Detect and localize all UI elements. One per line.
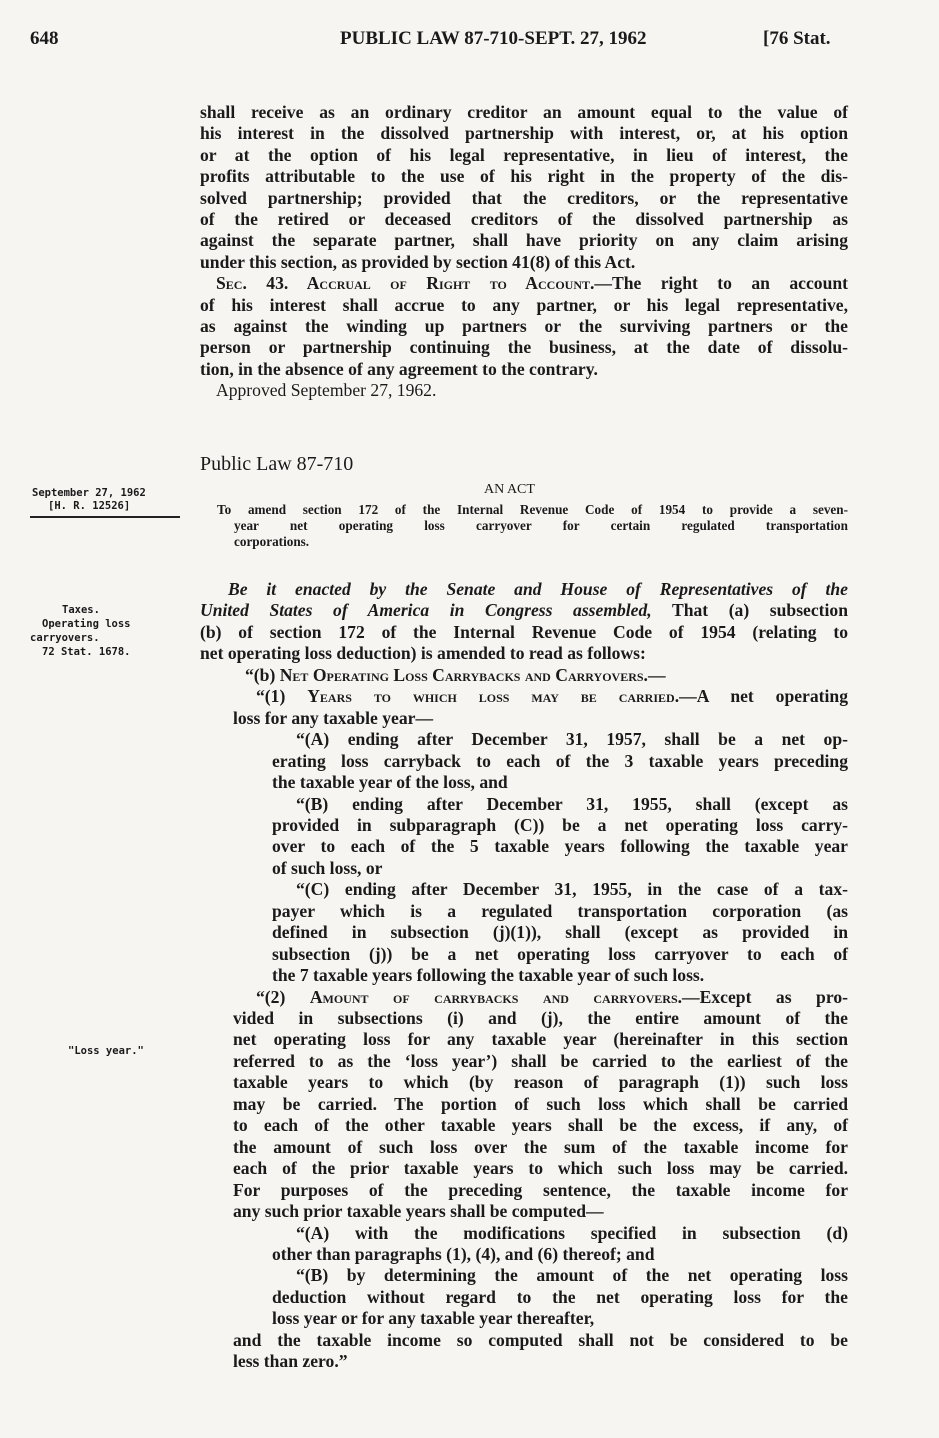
text-line <box>200 188 848 209</box>
margin-note-taxes: Taxes. <box>62 604 100 616</box>
text-line <box>296 729 848 750</box>
running-title: PUBLIC LAW 87-710-SEPT. 27, 1962 <box>340 28 647 49</box>
text-line <box>233 1158 848 1179</box>
text-line <box>216 380 848 401</box>
text-segment: under this section, as provided by section 41(8) of this Act. <box>200 251 636 272</box>
text-segment: vided in subsections (i) and (j), the entire amount of the <box>233 1008 848 1028</box>
text-line <box>233 1094 848 1115</box>
text-segment: tion, in the absence of any agreement to the contrary. <box>200 358 598 379</box>
margin-bill-number: [H. R. 12526] <box>48 500 131 512</box>
text-segment: “(2) <box>256 986 310 1007</box>
text-segment: against the separate partner, shall have priority on any claim arising <box>200 230 848 251</box>
text-line <box>272 836 848 857</box>
purpose-line: year net operating loss carryover for certain regulated transportation <box>234 518 848 533</box>
section-heading: Sec. 43. Accrual of Right to Account. <box>216 273 595 294</box>
purpose-line: To amend section 172 of the Internal Revenue Code of 1954 to provide a seven- <box>217 502 848 517</box>
margin-note-loss-year: "Loss year." <box>68 1045 144 1057</box>
text-segment: That (a) subsection <box>651 600 848 621</box>
text-line <box>272 1308 848 1329</box>
text-segment: —Except as pro- <box>682 986 848 1007</box>
text-line <box>200 622 848 643</box>
text-segment: loss for any taxable year— <box>233 707 434 728</box>
margin-note-carryovers: carryovers. <box>30 632 100 644</box>
section-heading: Amount of carrybacks and carryovers. <box>309 986 683 1007</box>
text-line <box>200 102 848 123</box>
text-line <box>200 145 848 166</box>
volume-ref: [76 Stat. <box>763 28 831 49</box>
text-segment: “(1) <box>256 686 308 707</box>
text-segment: the 7 taxable years following the taxable year of such loss. <box>272 965 705 986</box>
text-segment: to each of the other taxable years shall be the excess, if any, of <box>233 1115 848 1136</box>
text-segment: deduction without regard to the net operating loss for the <box>272 1286 848 1307</box>
text-line <box>233 1072 848 1093</box>
text-segment: as against the winding up partners or the surviving partners or the <box>200 316 848 336</box>
act-label: AN ACT <box>484 482 535 497</box>
text-segment: — <box>647 664 666 685</box>
text-line <box>256 686 848 707</box>
text-line <box>200 600 848 621</box>
text-line <box>233 1029 848 1050</box>
text-segment: defined in subsection (j)(1)), shall (except as provided in <box>272 922 848 943</box>
text-segment: may be carried. The portion of such loss which shall be carried <box>233 1093 848 1114</box>
text-segment: net operating loss deduction) is amended to read as follows: <box>200 643 646 664</box>
text-segment: subsection (j)) be a net operating loss carryover to each of <box>272 943 848 964</box>
text-line <box>200 123 848 144</box>
text-segment: solved partnership; provided that the creditors, or the representative <box>200 187 848 208</box>
text-line <box>272 1287 848 1308</box>
text-line <box>200 359 848 380</box>
text-line <box>272 901 848 922</box>
text-segment: —The right to an account <box>594 273 848 294</box>
purpose-line: corporations. <box>234 534 310 549</box>
text-segment: “(B) by determining the amount of the net operating loss <box>296 1265 848 1286</box>
text-segment: his interest in the dissolved partnership with interest, or, at his option <box>200 123 848 144</box>
text-line <box>200 230 848 251</box>
text-segment: of the retired or deceased creditors of the dissolved partnership as <box>200 209 848 229</box>
text-segment: loss year or for any taxable year thereafter, <box>272 1308 595 1329</box>
text-line <box>233 1137 848 1158</box>
text-line <box>296 879 848 900</box>
text-line <box>200 643 848 664</box>
text-line <box>233 1180 848 1201</box>
text-line <box>233 1051 848 1072</box>
text-segment: the taxable year of the loss, and <box>272 772 508 793</box>
margin-note-stat: 72 Stat. 1678. <box>42 646 131 658</box>
text-segment: Approved September 27, 1962. <box>216 380 437 401</box>
text-segment: less than zero.” <box>233 1351 348 1372</box>
text-segment: person or partnership continuing the business, at the date of dissolu- <box>200 337 848 358</box>
text-line <box>272 858 848 879</box>
text-line <box>200 252 848 273</box>
text-segment: —A net operating <box>679 686 848 707</box>
text-segment: “(C) ending after December 31, 1955, in the case of a tax- <box>296 879 848 900</box>
text-segment: taxable years to which (by reason of paragraph (1)) such loss <box>233 1072 848 1093</box>
text-line <box>200 209 848 230</box>
margin-date: September 27, 1962 <box>32 487 146 499</box>
enacting-clause: United States of America in Congress assembled, <box>200 600 652 621</box>
text-segment: (b) of section 172 of the Internal Revenue Code of 1954 (relating to <box>200 621 848 642</box>
text-segment: payer which is a regulated transportation corporation (as <box>272 900 848 921</box>
text-line <box>272 965 848 986</box>
margin-note-operating-loss: Operating loss <box>42 618 131 630</box>
text-line <box>272 1244 848 1265</box>
text-segment: of his interest shall accrue to any partner, or his legal representative, <box>200 294 848 315</box>
text-segment: “(B) ending after December 31, 1955, shall (except as <box>296 793 848 814</box>
section-heading: Years to which loss may be carried. <box>307 686 680 707</box>
text-line <box>233 1008 848 1029</box>
text-segment: referred to as the ‘loss year’) shall be carried to the earliest of the <box>233 1050 848 1071</box>
text-line <box>272 815 848 836</box>
text-line <box>233 1351 848 1372</box>
text-segment: net operating loss for any taxable year (hereinafter in this section <box>233 1029 848 1050</box>
text-line <box>296 794 848 815</box>
text-line <box>256 987 848 1008</box>
text-segment: other than paragraphs (1), (4), and (6) thereof; and <box>272 1243 655 1264</box>
text-line <box>200 295 848 316</box>
text-segment: the amount of such loss over the sum of the taxable income for <box>233 1136 848 1157</box>
text-line <box>272 772 848 793</box>
text-segment: “(A) ending after December 31, 1957, shall be a net op- <box>296 729 848 750</box>
text-segment: each of the prior taxable years to which such loss may be carried. <box>233 1158 848 1179</box>
text-line <box>272 751 848 772</box>
text-segment: and the taxable income so computed shall not be considered to be <box>233 1329 848 1350</box>
section-heading: Net Operating Loss Carrybacks and Carryovers. <box>279 664 648 685</box>
text-line <box>200 337 848 358</box>
text-segment: shall receive as an ordinary creditor an amount equal to the value of <box>200 102 848 122</box>
text-segment: profits attributable to the use of his right in the property of the dis- <box>200 166 848 187</box>
text-line <box>233 1330 848 1351</box>
text-segment: provided in subparagraph (C)) be a net operating loss carry- <box>272 814 848 835</box>
text-segment: or at the option of his legal representative, in lieu of interest, the <box>200 144 848 165</box>
text-segment: “(b) <box>245 664 280 685</box>
text-segment: of such loss, or <box>272 857 383 878</box>
text-segment: over to each of the 5 taxable years following the taxable year <box>272 836 848 857</box>
text-line <box>200 166 848 187</box>
text-line <box>233 1201 848 1222</box>
text-segment: erating loss carryback to each of the 3 taxable years preceding <box>272 750 848 771</box>
text-segment: “(A) with the modifications specified in subsection (d) <box>296 1222 848 1243</box>
margin-rule <box>30 516 180 518</box>
page-number: 648 <box>30 28 59 49</box>
text-line <box>200 316 848 337</box>
text-segment: For purposes of the preceding sentence, the taxable income for <box>233 1179 848 1200</box>
text-line <box>296 1223 848 1244</box>
text-line <box>245 665 848 686</box>
text-line <box>296 1265 848 1286</box>
text-line <box>233 1115 848 1136</box>
text-segment: any such prior taxable years shall be computed— <box>233 1201 604 1222</box>
enacting-clause: Be it enacted by the Senate and House of Representatives of the <box>228 579 848 599</box>
text-line <box>216 273 848 294</box>
text-line <box>228 579 848 600</box>
text-line <box>272 944 848 965</box>
law-title: Public Law 87-710 <box>200 453 354 475</box>
text-line <box>233 708 848 729</box>
text-line <box>272 922 848 943</box>
